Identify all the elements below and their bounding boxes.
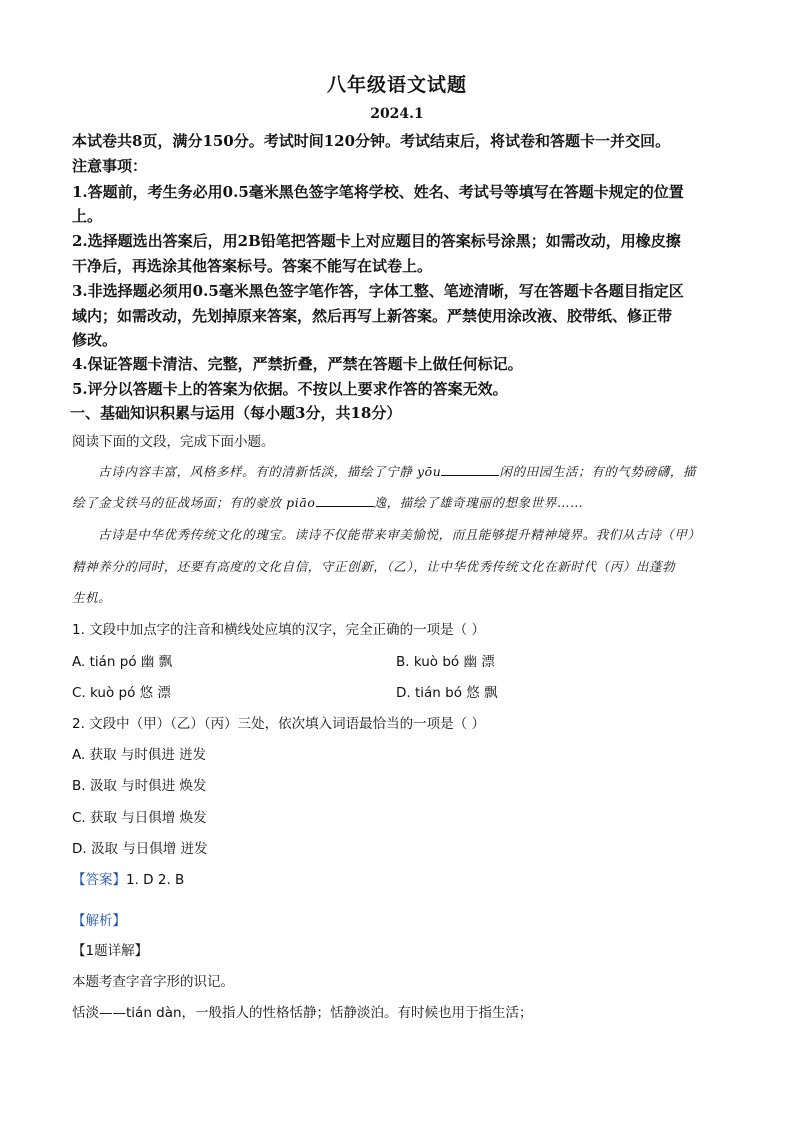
passage-line: [98, 462, 696, 480]
notes-heading: 注意事项：: [72, 157, 148, 175]
q2-option-c: C. 获取 与日俱增 焕发: [72, 810, 207, 826]
analysis-q1-heading: 【1题详解】: [72, 943, 149, 959]
fill-blank: [441, 463, 499, 476]
passage-line: 精神养分的同时，还要有高度的文化自信，守正创新，（乙），让中华优秀传统文化在新时代（丙）出蓬勃: [72, 559, 676, 574]
answer-line: [72, 868, 184, 888]
note-1b: 上。: [72, 207, 103, 225]
passage-line: 生机。: [72, 590, 112, 605]
fill-blank: [316, 494, 374, 507]
section-heading: 一、基础知识积累与运用（每小题3分，共18分）: [70, 404, 402, 422]
intro-line: 本试卷共8页，满分150分。考试时间120分钟。考试结束后，将试卷和答题卡一并交回。: [72, 132, 671, 150]
section-instruction: 阅读下面的文段，完成下面小题。: [72, 434, 275, 450]
document-date: 2024.1: [370, 106, 424, 122]
analysis-q1-line2: 恬淡——tián dàn，一般指人的性格恬静；恬静淡泊。有时候也用于指生活；: [72, 1005, 533, 1021]
q1-option-d: D. tián bó 悠 飘: [396, 685, 498, 701]
note-3b: 域内；如需改动，先划掉原来答案，然后再写上新答案。严禁使用涂改液、胶带纸、修正带: [72, 307, 673, 325]
document-title: 八年级语文试题: [326, 74, 467, 96]
q1-option-b: B. kuò bó 幽 漂: [396, 654, 495, 670]
q2-option-d: D. 汲取 与日俱增 迸发: [72, 841, 208, 857]
q1-option-a: A. tián pó 幽 飘: [72, 654, 173, 670]
note-4: 4.保证答题卡清洁、完整，严禁折叠，严禁在答题卡上做任何标记。: [72, 355, 523, 373]
answer-tag: 【答案】: [72, 872, 126, 888]
answer-text: 1. D 2. B: [126, 872, 185, 888]
passage-text: 绘了金戈铁马的征战场面；有的豪放 piāo: [72, 495, 316, 510]
note-3a: 3.非选择题必须用0.5毫米黑色签字笔作答，字体工整、笔迹清晰，写在答题卡各题目指定区: [72, 282, 684, 300]
passage-line: [72, 493, 583, 511]
analysis-tag: 【解析】: [72, 913, 126, 929]
passage-text: 逸，描绘了雄奇瑰丽的想象世界……: [373, 495, 584, 510]
analysis-q1-line1: 本题考查字音字形的识记。: [72, 974, 234, 990]
note-3c: 修改。: [72, 331, 118, 349]
q1-option-c: C. kuò pó 悠 漂: [72, 685, 171, 701]
q2-option-b: B. 汲取 与时俱进 焕发: [72, 778, 207, 794]
note-2b: 干净后，再选涂其他答案标号。答案不能写在试卷上。: [72, 257, 433, 275]
passage-text: 古诗内容丰富，风格多样。有的清新恬淡，描绘了宁静 yōu: [98, 464, 442, 479]
question-2-stem: 2. 文段中（甲）（乙）（丙）三处，依次填入词语最恰当的一项是（ ）: [72, 716, 485, 732]
question-1-stem: 1. 文段中加点字的注音和横线处应填的汉字，完全正确的一项是（ ）: [72, 622, 485, 638]
q2-option-a: A. 获取 与时俱进 迸发: [72, 747, 207, 763]
note-5: 5.评分以答题卡上的答案为依据。不按以上要求作答的答案无效。: [72, 380, 508, 398]
note-1a: 1.答题前，考生务必用0.5毫米黑色签字笔将学校、姓名、考试号等填写在答题卡规定的位置: [72, 183, 684, 201]
passage-line: 古诗是中华优秀传统文化的瑰宝。读诗不仅能带来审美愉悦，而且能够提升精神境界。我们从古诗（甲）: [98, 527, 701, 542]
note-2a: 2.选择题选出答案后，用2B铅笔把答题卡上对应题目的答案标号涂黑；如需改动，用橡皮擦: [72, 232, 681, 250]
passage-text: 闲的田园生活；有的气势磅礴，描: [499, 464, 696, 479]
